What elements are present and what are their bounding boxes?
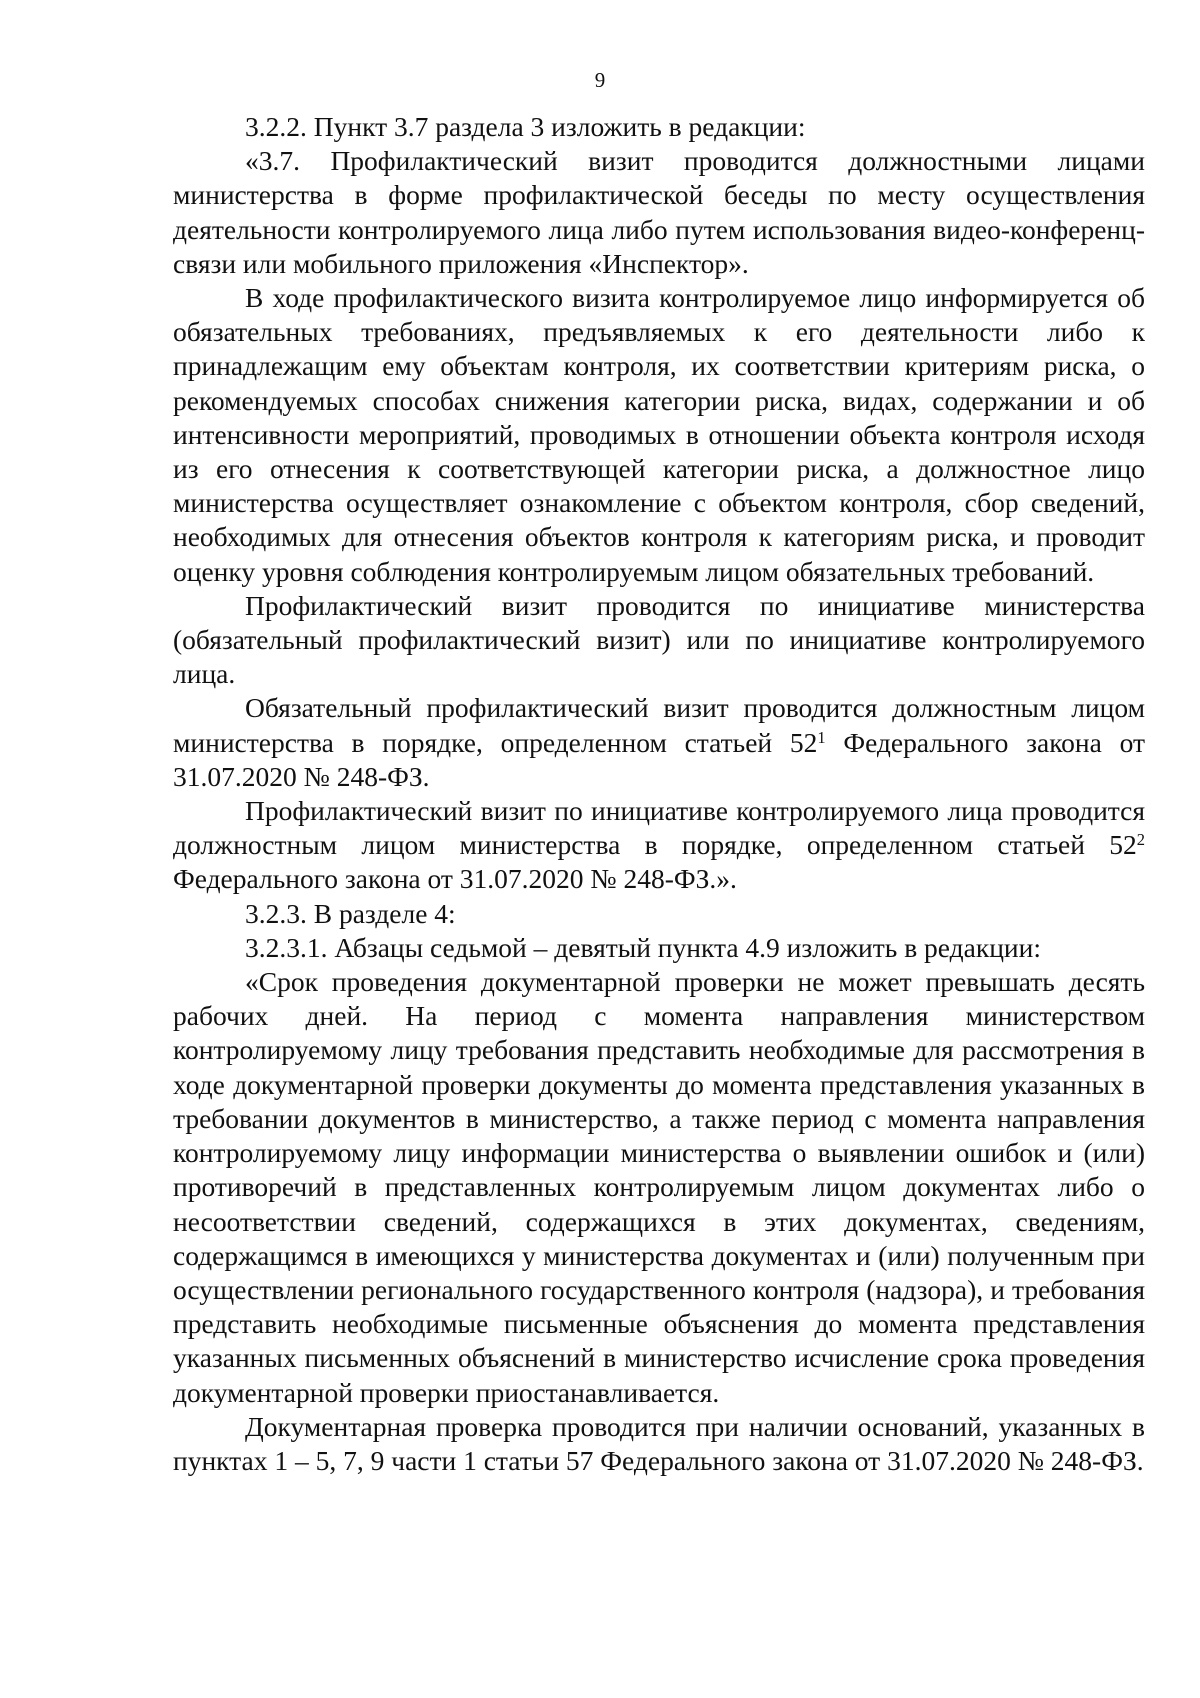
paragraph-inspection-grounds: Документарная проверка проводится при наличии оснований, указанных в пунктах 1 – 5, 7, 9 части 1 статьи 57 Федерального закона от 31.07.2020 № 248-ФЗ. <box>173 1410 1145 1476</box>
paragraph-3-2-3-1-heading: 3.2.3.1. Абзацы седьмой – девятый пункта 4.9 изложить в редакции: <box>245 931 1041 963</box>
paragraph-mandatory-visit-text: Обязательный профилактический визит проводится должностным лицом министерства в порядке, определенном статьей 52 <box>173 692 1145 758</box>
paragraph-visit-content: В ходе профилактического визита контролируемое лицо информируется об обязательных требованиях, предъявляемых к его деятельности либо к принадлежащим ему объектам контроля, их соответствии критериям риска, о рекомендуемых способах снижения категории риска, видах, содержании и об интенсивности мероприятий, проводимых в отношении объекта контроля исходя из его отнесения к соответствующей категории риска, а должностное лицо министерства осуществляет ознакомление с объектом контроля, сбор сведений, необходимых для отнесения объектов контроля к категориям риска, и проводит оценку уровня соблюдения контролируемым лицом обязательных требований. <box>173 282 1145 587</box>
superscript-article-number: 1 <box>817 727 826 747</box>
paragraph-inspection-term: «Срок проведения документарной проверки не может превышать десять рабочих дней. На период с момента направления министерством контролируемому лицу требования представить необходимые для рассмотрения в ходе документарной проверки документы до момента представления указанных в требовании документов в министерство, а также период с момента направления контролируемому лицу информации министерства о выявлении ошибок и (или) противоречий в представленных контролируемым лицом документах либо о несоответствии сведений, содержащихся в этих документах, сведениям, содержащимся в имеющихся у министерства документах и (или) полученным при осуществлении регионального государственного контроля (надзора), и требования представить необходимые письменные объяснения до момента представления указанных письменных объяснений в министерство исчисление срока проведения документарной проверки приостанавливается. <box>173 966 1145 1408</box>
paragraph-3-2-3-heading: 3.2.3. В разделе 4: <box>245 897 456 929</box>
paragraph-3-2-2-heading: 3.2.2. Пункт 3.7 раздела 3 изложить в редакции: <box>245 111 806 142</box>
paragraph-mandatory-visit <box>173 691 1145 794</box>
paragraph-initiative-visit-law: Федерального закона от 31.07.2020 № 248-ФЗ.». <box>173 863 737 895</box>
document-body <box>173 110 1145 1478</box>
paragraph-initiative-visit <box>173 794 1145 897</box>
paragraph-initiative-visit-text: Профилактический визит по инициативе контролируемого лица проводится должностным лицом министерства в порядке, определенном статьей 52 <box>173 795 1145 861</box>
paragraph-3-7-definition: «3.7. Профилактический визит проводится должностными лицами министерства в форме профилактической беседы по месту осуществления деятельности контролируемого лица либо путем использования видео-конференц-связи или мобильного приложения «Инспектор». <box>173 145 1145 279</box>
paragraph-mandatory-visit-law: Федерального закона от 31.07.2020 № 248-ФЗ. <box>173 726 1145 792</box>
superscript-article-number: 2 <box>1136 830 1145 850</box>
page-number: 9 <box>594 68 606 92</box>
paragraph-visit-initiative: Профилактический визит проводится по инициативе министерства (обязательный профилактический визит) или по инициативе контролируемого лица. <box>173 589 1145 690</box>
